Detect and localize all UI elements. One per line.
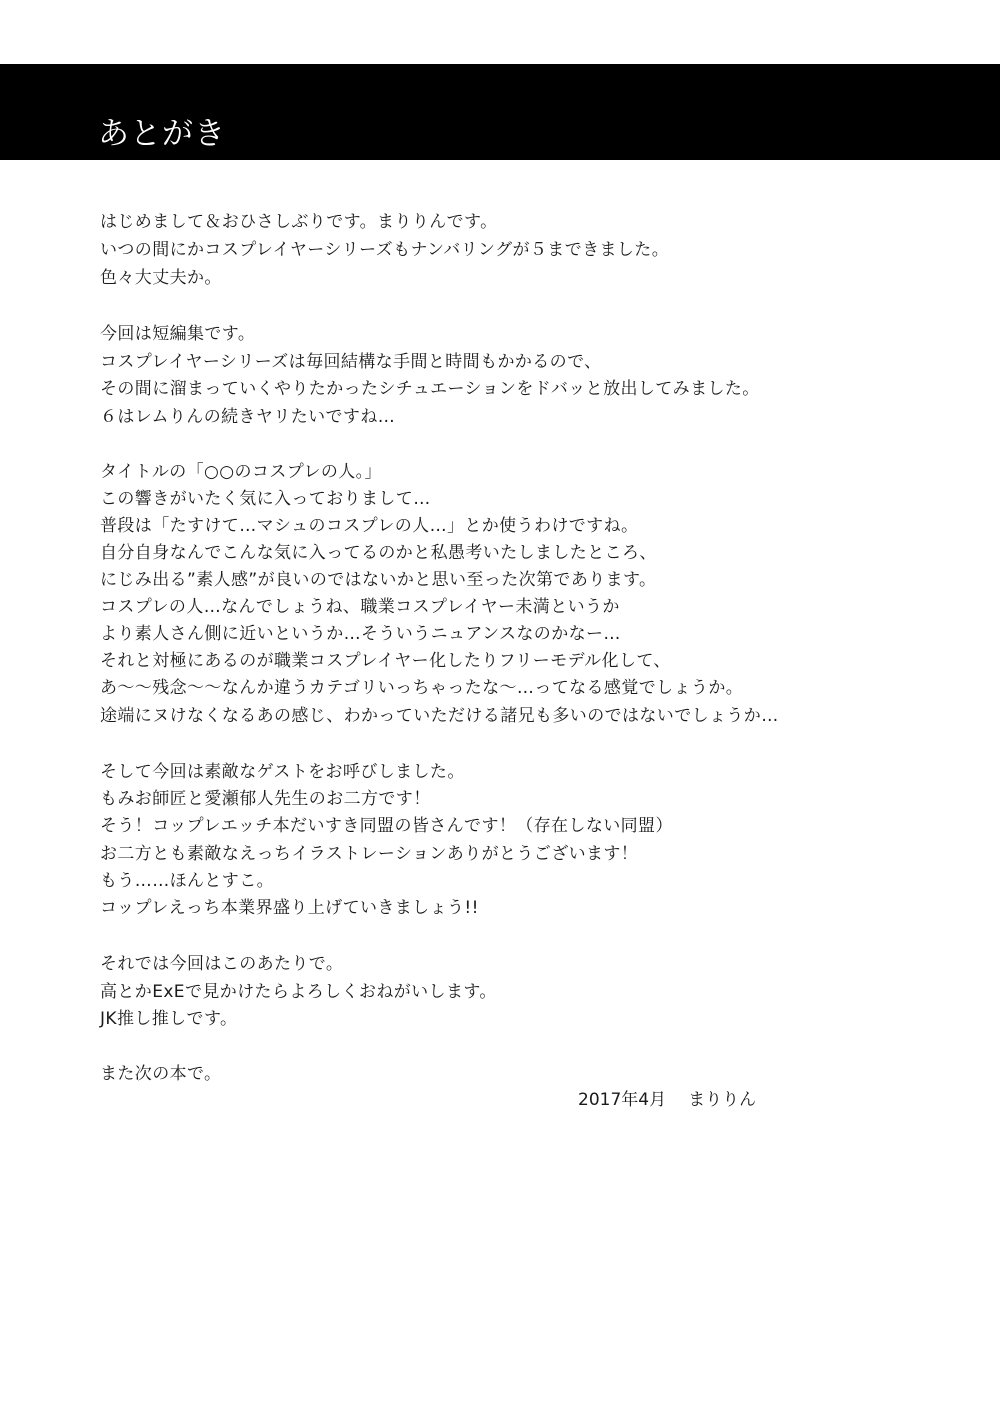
paragraph-line: タイトルの「○○のコスプレの人。」 <box>100 462 382 482</box>
paragraph-line: ６はレムりんの続きヤリたいですね… <box>100 407 396 427</box>
paragraph-line: いつの間にかコスプレイヤーシリーズもナンバリングが５まできました。 <box>100 240 670 260</box>
page-title: あとがき <box>98 116 226 152</box>
paragraph-line: コスプレの人…なんでしょうね、職業コスプレイヤー未満というか <box>100 597 620 617</box>
paragraph-line: 今回は短編集です。 <box>100 324 256 344</box>
paragraph-line: その間に溜まっていくやりたかったシチュエーションをドバッと放出してみました。 <box>100 379 760 399</box>
paragraph-line: はじめまして＆おひさしぶりです。まりりんです。 <box>100 212 498 232</box>
paragraph-line: コスプレイヤーシリーズは毎回結構な手間と時間もかかるので、 <box>100 352 602 372</box>
paragraph-line: より素人さん側に近いというか…そういうニュアンスなのかなー… <box>100 624 621 644</box>
paragraph-line: それでは今回はこのあたりで。 <box>100 954 344 974</box>
paragraph-line: にじみ出る”素人感”が良いのではないかと思い至った次第であります。 <box>100 570 657 590</box>
paragraph-line: もみお師匠と愛瀬郁人先生のお二方です！ <box>100 789 431 809</box>
signature-date: 2017年4月 <box>578 1090 667 1110</box>
paragraph-line: 高とかExEで見かけたらよろしくおねがいします。 <box>100 982 497 1002</box>
paragraph-line: JK推し推しです。 <box>100 1009 238 1029</box>
paragraph-line: そして今回は素敵なゲストをお呼びしました。 <box>100 762 465 782</box>
paragraph-line: そう！コップレエッチ本だいすき同盟の皆さんです！（存在しない同盟） <box>100 816 673 836</box>
signature-author: まりりん <box>688 1090 757 1110</box>
paragraph-line: 途端にヌけなくなるあの感じ、わかっていただける諸兄も多いのではないでしょうか… <box>100 706 779 726</box>
paragraph-line: それと対極にあるのが職業コスプレイヤー化したりフリーモデル化して、 <box>100 651 671 671</box>
paragraph-line: もう……ほんとすこ。 <box>100 871 274 891</box>
paragraph-line: この響きがいたく気に入っておりまして… <box>100 489 431 509</box>
signature <box>578 1088 756 1112</box>
paragraph-line: あ～～残念～～なんか違うカテゴリいっちゃったな～…ってなる感覚でしょうか。 <box>100 678 744 698</box>
paragraph-line: また次の本で。 <box>100 1064 222 1084</box>
paragraph-line: 色々大丈夫か。 <box>100 268 222 288</box>
paragraph-line: コップレえっち本業界盛り上げていきましょう!! <box>100 898 479 918</box>
paragraph-line: 普段は「たすけて…マシュのコスプレの人…」とか使うわけですね。 <box>100 516 639 536</box>
paragraph-line: お二方とも素敵なえっちイラストレーションありがとうございます！ <box>100 844 639 864</box>
paragraph-line: 自分自身なんでこんな気に入ってるのかと私愚考いたしましたところ、 <box>100 543 657 563</box>
